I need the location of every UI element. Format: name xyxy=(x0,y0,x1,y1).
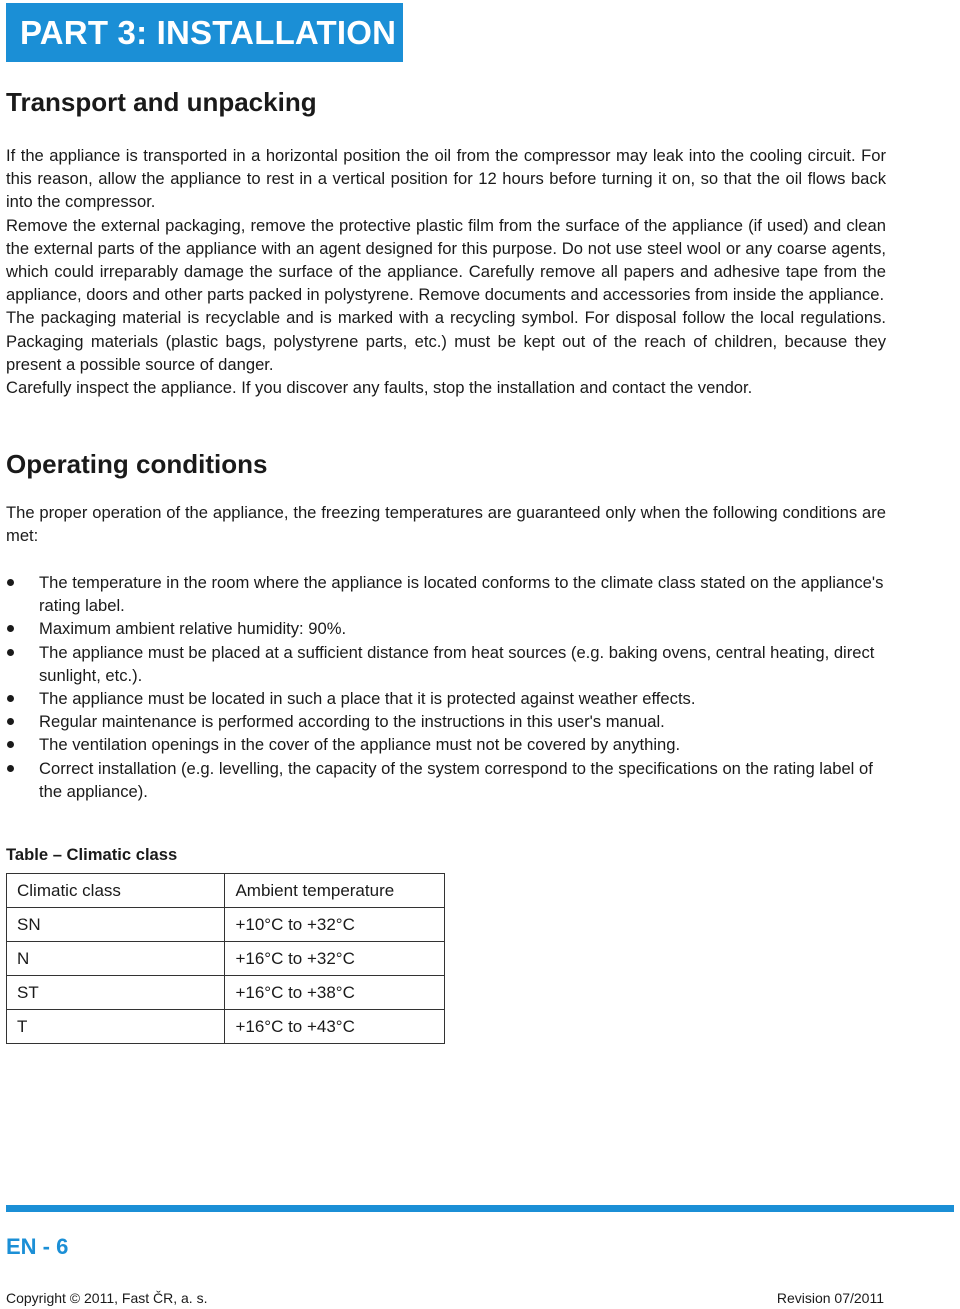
bullet-icon xyxy=(7,649,14,656)
bullet-icon xyxy=(7,625,14,632)
bullet-icon xyxy=(7,695,14,702)
table-cell: +16°C to +43°C xyxy=(225,1010,445,1044)
table-row xyxy=(7,908,445,942)
list-item-text: Correct installation (e.g. levelling, the capacity of the system correspond to the specifications on the rating label of the appliance). xyxy=(39,758,873,801)
transport-heading: Transport and unpacking xyxy=(6,87,317,117)
transport-text xyxy=(6,144,886,399)
table-row xyxy=(7,976,445,1010)
table-header-row xyxy=(7,874,445,908)
transport-paragraph: If the appliance is transported in a horizontal position the oil from the compressor may leak into the cooling circuit. For this reason, allow the appliance to rest in a vertical position for 12 hours before turning it on, so that the oil flows back into the compressor. xyxy=(6,146,886,212)
table-caption: Table – Climatic class xyxy=(6,845,178,864)
list-item xyxy=(6,757,886,803)
revision-label: Revision xyxy=(776,1290,831,1306)
copyright-notice: Copyright © 2011, Fast ČR, a. s. xyxy=(6,1290,208,1306)
part-banner xyxy=(6,3,403,62)
list-item xyxy=(6,641,886,687)
list-item-text: The appliance must be located in such a place that it is protected against weather effects. xyxy=(39,689,696,709)
list-item xyxy=(6,571,886,617)
bullet-icon xyxy=(7,765,14,772)
list-item-text: The appliance must be placed at a sufficient distance from heat sources (e.g. baking ovens, central heating, direct sunlight, etc.). xyxy=(39,642,875,685)
revision-value: 07/2011 xyxy=(834,1290,884,1306)
operating-intro-text: The proper operation of the appliance, the freezing temperatures are guaranteed only when the following conditions are met: xyxy=(6,503,886,546)
table-cell: SN xyxy=(7,908,225,942)
table-cell: T xyxy=(7,1010,225,1044)
list-item-text: Regular maintenance is performed according to the instructions in this user's manual. xyxy=(39,712,665,732)
part-title: PART 3: INSTALLATION xyxy=(20,13,397,51)
list-item xyxy=(6,617,886,640)
table-cell: N xyxy=(7,942,225,976)
transport-paragraph: Carefully inspect the appliance. If you discover any faults, stop the installation and contact the vendor. xyxy=(6,378,753,398)
bullet-icon xyxy=(7,718,14,725)
list-item xyxy=(6,710,886,733)
transport-paragraph: Remove the external packaging, remove the protective plastic film from the surface of the appliance (if used) and clean the external parts of the appliance with an agent designed for this purpose. Do not use steel wool or any coarse agents, which could irreparably damage the surface of the appliance. Carefully remove all papers and adhesive tape from the appliance, doors and other parts packed in polystyrene. Remove documents and accessories from inside the appliance. xyxy=(6,215,886,305)
table-row xyxy=(7,942,445,976)
revision-info xyxy=(777,1290,884,1306)
list-item xyxy=(6,687,886,710)
list-item xyxy=(6,733,886,756)
table-header-cell: Climatic class xyxy=(7,874,225,908)
bullet-icon xyxy=(7,579,14,586)
operating-intro xyxy=(6,501,886,547)
climatic-class-table xyxy=(6,873,445,1044)
table-cell: +16°C to +38°C xyxy=(225,976,445,1010)
page-number: EN - 6 xyxy=(6,1234,69,1259)
table-row xyxy=(7,1010,445,1044)
table-header-cell: Ambient temperature xyxy=(225,874,445,908)
transport-paragraph: The packaging material is recyclable and is marked with a recycling symbol. For disposal follow the local regulations. Packaging materials (plastic bags, polystyrene parts, etc.) must be kept out of the reach of children, because they present a possible source of danger. xyxy=(6,308,886,374)
footer-divider xyxy=(6,1205,954,1212)
bullet-icon xyxy=(7,741,14,748)
list-item-text: The ventilation openings in the cover of the appliance must not be covered by anything. xyxy=(39,735,681,755)
table-cell: +10°C to +32°C xyxy=(225,908,445,942)
conditions-list xyxy=(6,571,886,803)
operating-heading: Operating conditions xyxy=(6,449,268,479)
list-item-text: The temperature in the room where the appliance is located conforms to the climate class stated on the appliance's rating label. xyxy=(39,573,884,616)
table-cell: ST xyxy=(7,976,225,1010)
list-item-text: Maximum ambient relative humidity: 90%. xyxy=(39,619,347,639)
table-cell: +16°C to +32°C xyxy=(225,942,445,976)
